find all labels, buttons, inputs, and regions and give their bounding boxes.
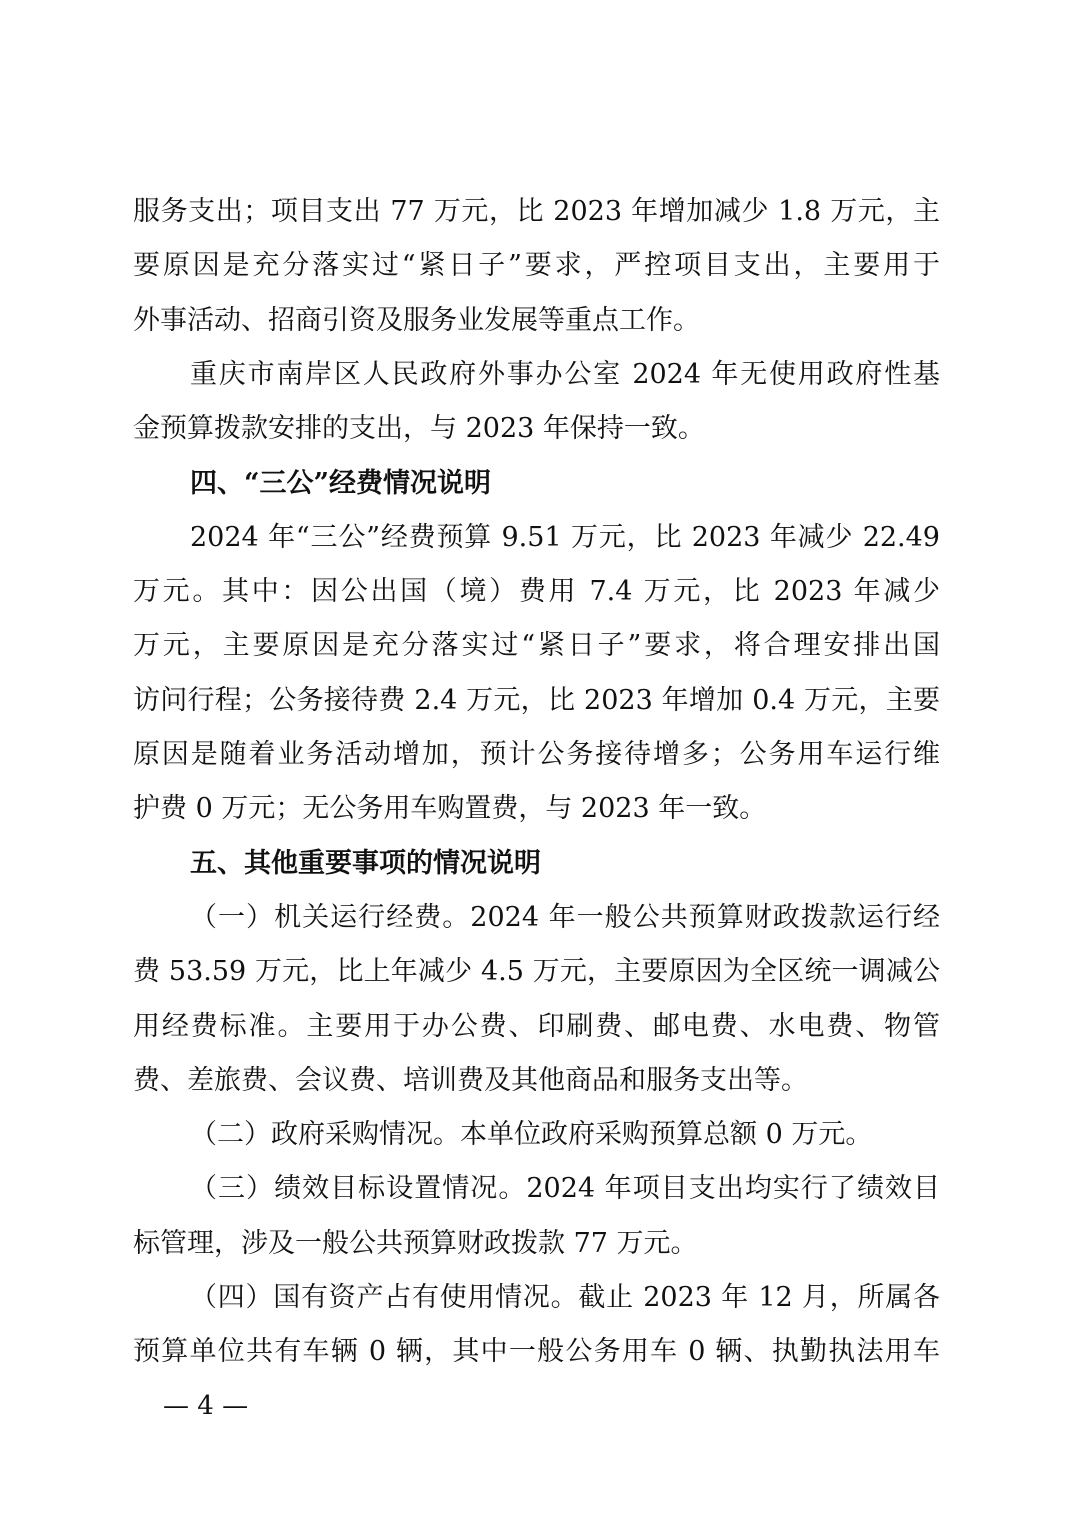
text-line: 标管理，涉及一般公共预算财政拨款 77 万元。 (133, 1227, 698, 1259)
text-line: 护费 0 万元；无公务用车购置费，与 2023 年一致。 (133, 793, 767, 825)
text-line: 要原因是充分落实过“紧日子”要求，严控项目支出，主要用于 (133, 250, 940, 282)
page-number: — 4 — (163, 1391, 249, 1421)
text-line: （四）国有资产占有使用情况。截止 2023 年 12 月，所属各 (190, 1282, 940, 1313)
text-line: （一）机关运行经费。2024 年一般公共预算财政拨款运行经 (190, 901, 940, 933)
text-line: 费 53.59 万元，比上年减少 4.5 万元，主要原因为全区统一调减公 (133, 956, 940, 988)
text-line: 五、其他重要事项的情况说明 (190, 847, 541, 879)
text-line: 预算单位共有车辆 0 辆，其中一般公务用车 0 辆、执勤执法用车 (133, 1336, 940, 1368)
text-line: 四、“三公”经费情况说明 (190, 467, 492, 499)
text-line: 万元。其中：因公出国（境）费用 7.4 万元，比 2023 年减少 (133, 576, 940, 608)
text-line: 万元，主要原因是充分落实过“紧日子”要求，将合理安排出国 (133, 630, 940, 662)
text-line: （三）绩效目标设置情况。2024 年项目支出均实行了绩效目 (190, 1173, 940, 1205)
text-line: （二）政府采购情况。本单位政府采购预算总额 0 万元。 (190, 1119, 873, 1151)
text-line: 重庆市南岸区人民政府外事办公室 2024 年无使用政府性基 (190, 358, 940, 390)
text-line: 原因是随着业务活动增加，预计公务接待增多；公务用车运行维 (133, 739, 940, 770)
text-line: 外事活动、招商引资及服务业发展等重点工作。 (133, 304, 700, 336)
text-line: 用经费标准。主要用于办公费、印刷费、邮电费、水电费、物管 (133, 1010, 940, 1042)
text-line: 2024 年“三公”经费预算 9.51 万元，比 2023 年减少 22.49 (190, 521, 940, 553)
text-line: 费、差旅费、会议费、培训费及其他商品和服务支出等。 (133, 1064, 808, 1096)
text-line: 金预算拨款安排的支出，与 2023 年保持一致。 (133, 413, 705, 445)
text-line: 服务支出；项目支出 77 万元，比 2023 年增加减少 1.8 万元，主 (133, 196, 940, 227)
text-line: 访问行程；公务接待费 2.4 万元，比 2023 年增加 0.4 万元，主要 (133, 684, 940, 716)
